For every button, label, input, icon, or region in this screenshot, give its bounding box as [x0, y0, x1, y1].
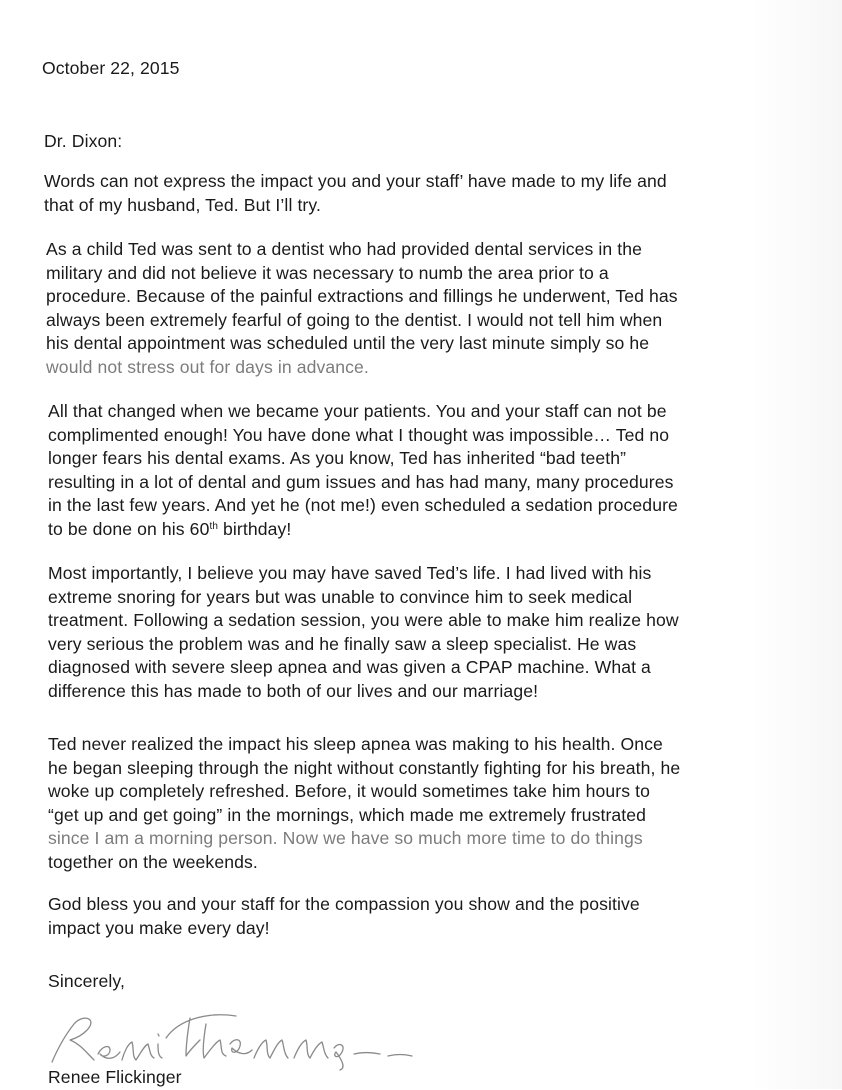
paragraph-line: All that changed when we became your patients. You and your staff can not be [48, 401, 667, 421]
paragraph-line-faded: would not stress out for days in advance. [46, 356, 369, 377]
paragraph-line: treatment. Following a sedation session, you were able to make him realize how [48, 610, 679, 630]
paragraph-line: procedure. Because of the painful extractions and fillings he underwent, Ted has [46, 286, 678, 306]
paragraph-5 [48, 733, 680, 874]
ordinal-suffix: th [209, 520, 218, 532]
paragraph-line: military and did not believe it was necessary to numb the area prior to a [46, 262, 609, 283]
handwritten-signature [40, 1004, 420, 1072]
scan-edge-shadow [752, 0, 842, 1089]
paragraph-line: that of my husband, Ted. But I’ll try. [44, 194, 321, 215]
paragraph-line: his dental appointment was scheduled until the very last minute simply so he [46, 333, 650, 353]
paragraph-3 [48, 400, 678, 541]
paragraph-line: diagnosed with severe sleep apnea and was given a CPAP machine. What a [48, 657, 651, 677]
paragraph-line: extreme snoring for years but was unable to convince him to seek medical [48, 586, 633, 607]
paragraph-line: As a child Ted was sent to a dentist who had provided dental services in the [46, 239, 643, 259]
paragraph-line [48, 518, 678, 542]
paragraph-line: “get up and get going” in the mornings, which made me extremely frustrated [48, 804, 647, 825]
paragraph-line: impact you make every day! [48, 917, 270, 938]
paragraph-1 [44, 170, 667, 217]
paragraph-line: always been extremely fearful of going to the dentist. I would not tell him when [46, 309, 663, 330]
paragraph-line: God bless you and your staff for the compassion you show and the positive [48, 894, 640, 914]
paragraph-line: Ted never realized the impact his sleep apnea was making to his health. Once [48, 734, 663, 754]
paragraph-line: difference this has made to both of our lives and our marriage! [48, 680, 539, 701]
paragraph-2 [46, 238, 678, 379]
paragraph-line: very serious the problem was and he finally saw a sleep specialist. He was [48, 633, 637, 654]
paragraph-line: resulting in a lot of dental and gum issues and has had many, many procedures [48, 471, 674, 492]
paragraph-line: in the last few years. And yet he (not me!) even scheduled a sedation procedure [48, 495, 678, 515]
birthday-text-end: birthday! [218, 518, 292, 539]
paragraph-line-faded: since I am a morning person. Now we have so much more time to do things [48, 828, 643, 848]
paragraph-line: woke up completely refreshed. Before, it would sometimes take him hours to [48, 781, 650, 801]
paragraph-4 [48, 562, 679, 703]
paragraph-line: longer fears his dental exams. As you know, Ted has inherited “bad teeth” [48, 448, 627, 468]
paragraph-line: Most importantly, I believe you may have saved Ted’s life. I had lived with his [48, 563, 652, 583]
paragraph-line: together on the weekends. [48, 851, 258, 872]
paragraph-6 [48, 893, 640, 940]
birthday-text: to be done on his 60 [48, 518, 210, 539]
letter-date: October 22, 2015 [42, 58, 180, 78]
paragraph-line: he began sleeping through the night without constantly fighting for his breath, he [48, 757, 681, 778]
paragraph-line: Words can not express the impact you and your staff’ have made to my life and [44, 171, 667, 191]
signer-name: Renee Flickinger [48, 1067, 182, 1087]
closing: Sincerely, [48, 971, 125, 991]
paragraph-line: complimented enough! You have done what I thought was impossible… Ted no [48, 424, 670, 445]
salutation: Dr. Dixon: [44, 131, 123, 151]
